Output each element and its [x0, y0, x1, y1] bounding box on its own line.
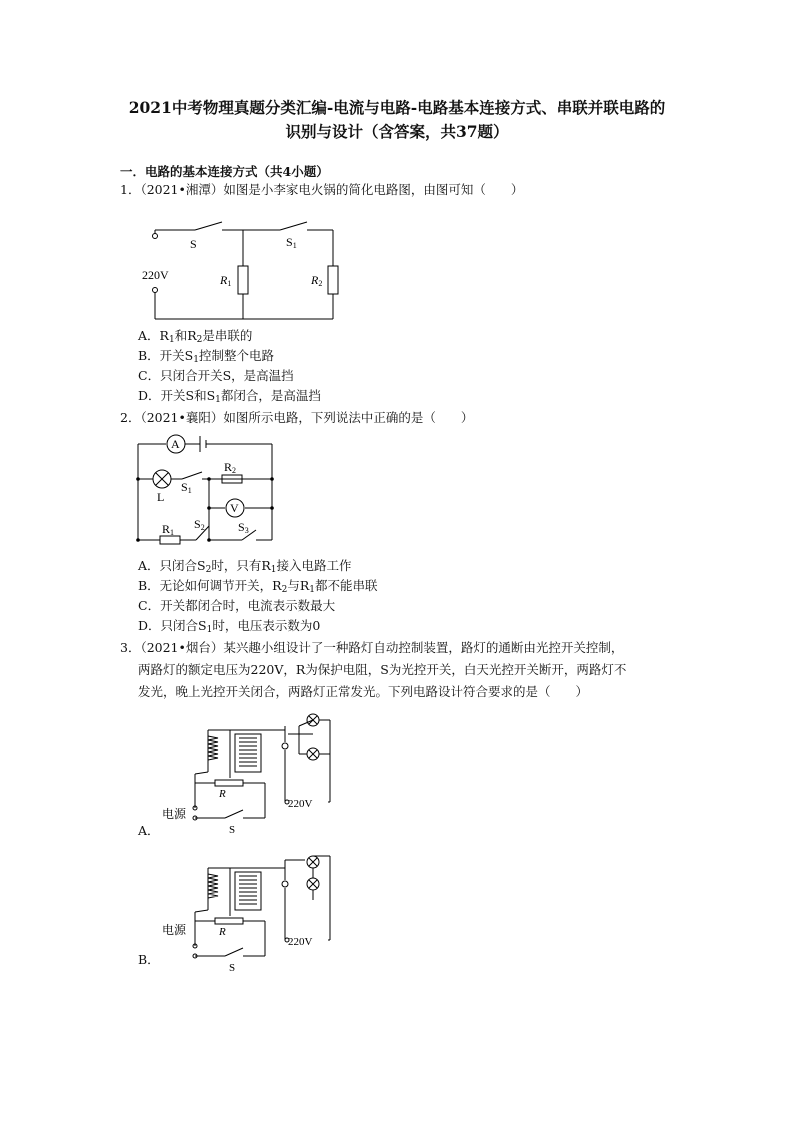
q1-option-d: D．开关S和$S_1$都闭合，是高温挡 — [138, 388, 321, 405]
q3-option-b-label: B． — [138, 952, 160, 967]
document-title-line2: 识别与设计（含答案，共37题） — [285, 122, 509, 141]
q1-label-s1: S1 — [286, 235, 297, 250]
q3-option-a-diagram — [155, 712, 340, 837]
q2-option-d: D．只闭合$S_1$时，电压表示数为0 — [138, 618, 321, 635]
q3-stem-line2: 两路灯的额定电压为220V，R为保护电阻，S为光控开关，白天光控开关断开，两路灯不 — [138, 662, 627, 677]
q3a-s-label: S — [229, 824, 236, 836]
q2-label-r1: R1 — [162, 522, 175, 537]
q1-option-b: B．开关$S_1$控制整个电路 — [138, 348, 274, 365]
q1-circuit-diagram — [140, 218, 350, 326]
document-title-line1: 2021中考物理真题分类汇编-电流与电路-电路基本连接方式、串联并联电路的 — [128, 98, 666, 117]
q3-option-a-label: A． — [138, 823, 160, 838]
q1-voltage-label: 220V — [142, 268, 169, 282]
q2-label-r2: R2 — [224, 460, 237, 475]
q2-label-s1: S1 — [181, 480, 192, 495]
q2-option-b: B．无论如何调节开关，$R_2$与$R_1$都不能串联 — [138, 578, 378, 595]
q3-stem-line1: 3．（2021•烟台）某兴趣小组设计了一种路灯自动控制装置，路灯的通断由光控开关控制， — [120, 640, 624, 655]
q1-label-s: S — [190, 237, 197, 251]
q2-option-a: A．只闭合$S_2$时，只有$R_1$接入电路工作 — [138, 558, 352, 575]
q2-lamp-label: L — [157, 490, 165, 504]
q2-stem: 2．（2021•襄阳）如图所示电路，下列说法中正确的是（ ） — [120, 410, 474, 425]
q3a-r-label: R — [219, 788, 226, 800]
q2-ammeter-label: A — [171, 437, 180, 451]
q3b-r-label: R — [219, 926, 226, 938]
q1-stem: 1．（2021•湘潭）如图是小李家电火锅的简化电路图，由图可知（ ） — [120, 182, 524, 197]
q1-option-c: C．只闭合开关S，是高温挡 — [138, 368, 294, 383]
q3b-power-label: 电源 — [162, 923, 187, 937]
q3-option-b-diagram — [155, 850, 340, 975]
q3b-s-label: S — [229, 962, 236, 974]
q3-stem-line3: 发光，晚上光控开关闭合，两路灯正常发光。下列电路设计符合要求的是（ ） — [138, 684, 589, 699]
q2-option-c: C．开关都闭合时，电流表示数最大 — [138, 598, 336, 613]
q2-label-s3: S3 — [238, 520, 249, 535]
q3a-voltage-label: 220V — [288, 798, 313, 810]
q1-label-r1: R1 — [220, 273, 232, 288]
q2-label-s2: S2 — [194, 517, 205, 532]
q1-option-a: A．$R_1$和$R_2$是串联的 — [138, 328, 253, 345]
q3a-power-label: 电源 — [162, 807, 187, 821]
q2-circuit-diagram — [130, 432, 280, 552]
q1-label-r2: R2 — [311, 273, 323, 288]
section-heading: 一．电路的基本连接方式（共4小题） — [120, 164, 329, 179]
q2-voltmeter-label: V — [230, 501, 239, 515]
q3b-voltage-label: 220V — [288, 936, 313, 948]
